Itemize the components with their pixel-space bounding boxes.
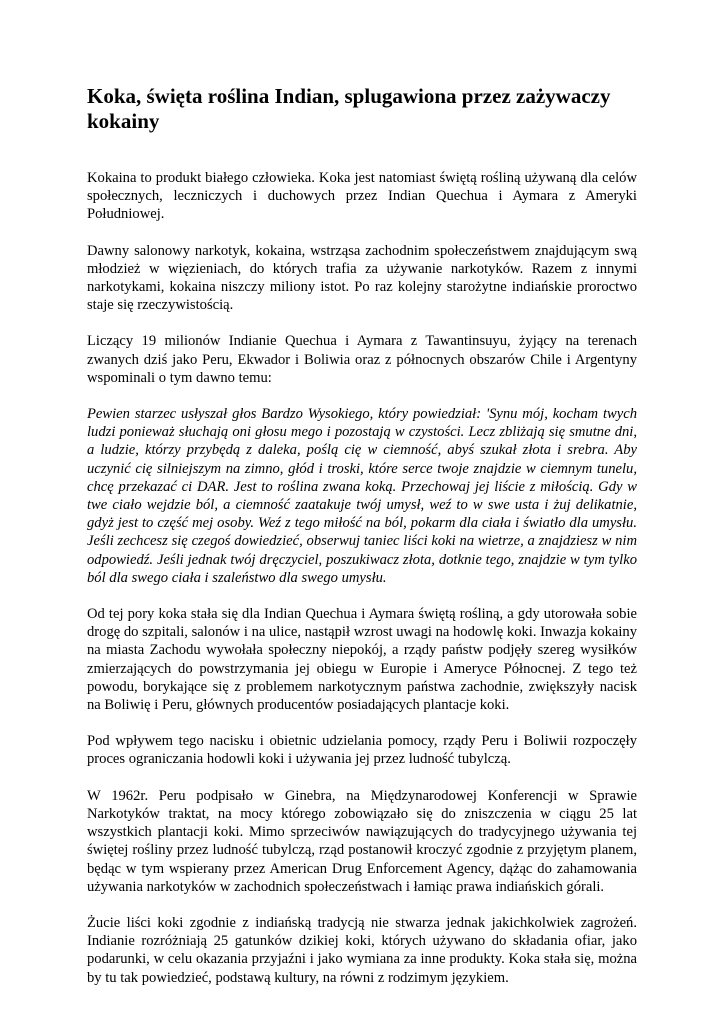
paragraph-legend-quote: Pewien starzec usłyszał głos Bardzo Wysokiego, który powiedział: 'Synu mój, kocham twych ludzi ponieważ słuchają oni głosu mego i pozostają w czystości. Lecz zbliżają się smutne dni, a ludzie, którzy przybędą z daleka, poślą cię w ciemność, abyś szukał złota i srebra. Aby uczynić cię silniejszym na zimno, głód i troski, które serce twoje znajdzie w ciemnym tunelu, chcę przekazać ci DAR. Jest to roślina zwana koką. Przechowaj jej liście z miłością. Gdy w twe ciało wejdzie ból, a ciemność zaatakuje twój umysł, weź to w swe usta i żuj delikatnie, gdyż jest to część mej osoby. Weź z tego miłość na ból, pokarm dla ciała i światło dla umysłu. Jeśli zechcesz się czegoś dowiedzieć, obserwuj taniec liści koki na wietrze, a znajdziesz w nim odpowiedź. Jeśli jednak twój dręczyciel, poszukiwacz złota, dotknie tego, znajdzie w tym tylko ból dla swego ciała i szaleństwo dla swego umysłu. [87, 406, 637, 586]
document-title: Koka, święta roślina Indian, splugawiona przez zażywaczy kokainy [87, 84, 611, 133]
paragraph-cocaine-salon: Dawny salonowy narkotyk, kokaina, wstrząsa zachodnim społeczeństwem znajdującym swą młodzież w więzieniach, do których trafia za używanie narkotyków. Razem z innymi narkotykami, kokaina niszczy miliony istot. Po raz kolejny starożytne indiańskie proroctwo staje się rzeczywistością. [87, 242, 637, 314]
paragraph-sacred-plant: Od tej pory koka stała się dla Indian Quechua i Aymara świętą rośliną, a gdy utorowała sobie drogę do szpitali, salonów i na ulice, nastąpił wzrost uwagi na hodowlę koki. Inwazja kokainy na miasta Zachodu wywołała społeczny niepokój, a rządy państw podjęły szereg wysiłków zmierzających do powstrzymania jej obiegu w Europie i Ameryce Północnej. Z tego też powodu, borykające się z problemem narkotycznym państwa zachodnie, zwiększyły nacisk na Boliwię i Peru, głównych producentów posiadających plantacje koki. [87, 606, 637, 714]
paragraph-1962-treaty: W 1962r. Peru podpisało w Ginebra, na Międzynarodowej Konferencji w Sprawie Narkotyków traktat, na mocy którego zobowiązało się do zniszczenia w ciągu 25 lat wszystkich plantacji koki. Mimo sprzeciwów nawiązujących do tradycyjnego używania tej świętej rośliny przez ludność tubylczą, rząd postanowił kroczyć zgodnie z przyjętym planem, będąc w tym wspierany przez American Drug Enforcement Agency, dążąc do zahamowania używania narkotyków w zachodnich społeczeństwach i łamiąc prawa indiańskich górali. [87, 787, 637, 895]
paragraph-pressure: Pod wpływem tego nacisku i obietnic udzielania pomocy, rządy Peru i Boliwii rozpoczęły proces ograniczania hodowli koki i używania jej przez ludność tubylczą. [87, 733, 637, 768]
paragraph-quechua-aymara: Liczący 19 milionów Indianie Quechua i Aymara z Tawantinsuyu, żyjący na terenach zwanych dziś jako Peru, Ekwador i Boliwia oraz z północnych obszarów Chile i Argentyny wspominali o tym dawno temu: [87, 333, 637, 386]
paragraph-chewing-tradition: Żucie liści koki zgodnie z indiańską tradycją nie stwarza jednak jakichkolwiek zagrożeń. Indianie rozróżniają 25 gatunków dzikiej koki, których używano do składania ofiar, jako podarunki, w celu okazania przyjaźni i jako wymiana za inne produkty. Koka stała się, można by tu tak powiedzieć, podstawą kultury, na równi z rodzimym językiem. [87, 914, 637, 986]
document-page [87, 84, 637, 1005]
paragraph-intro: Kokaina to produkt białego człowieka. Koka jest natomiast świętą rośliną używaną dla celów społecznych, leczniczych i duchowych przez Indian Quechua i Aymara z Ameryki Południowej. [87, 170, 637, 223]
